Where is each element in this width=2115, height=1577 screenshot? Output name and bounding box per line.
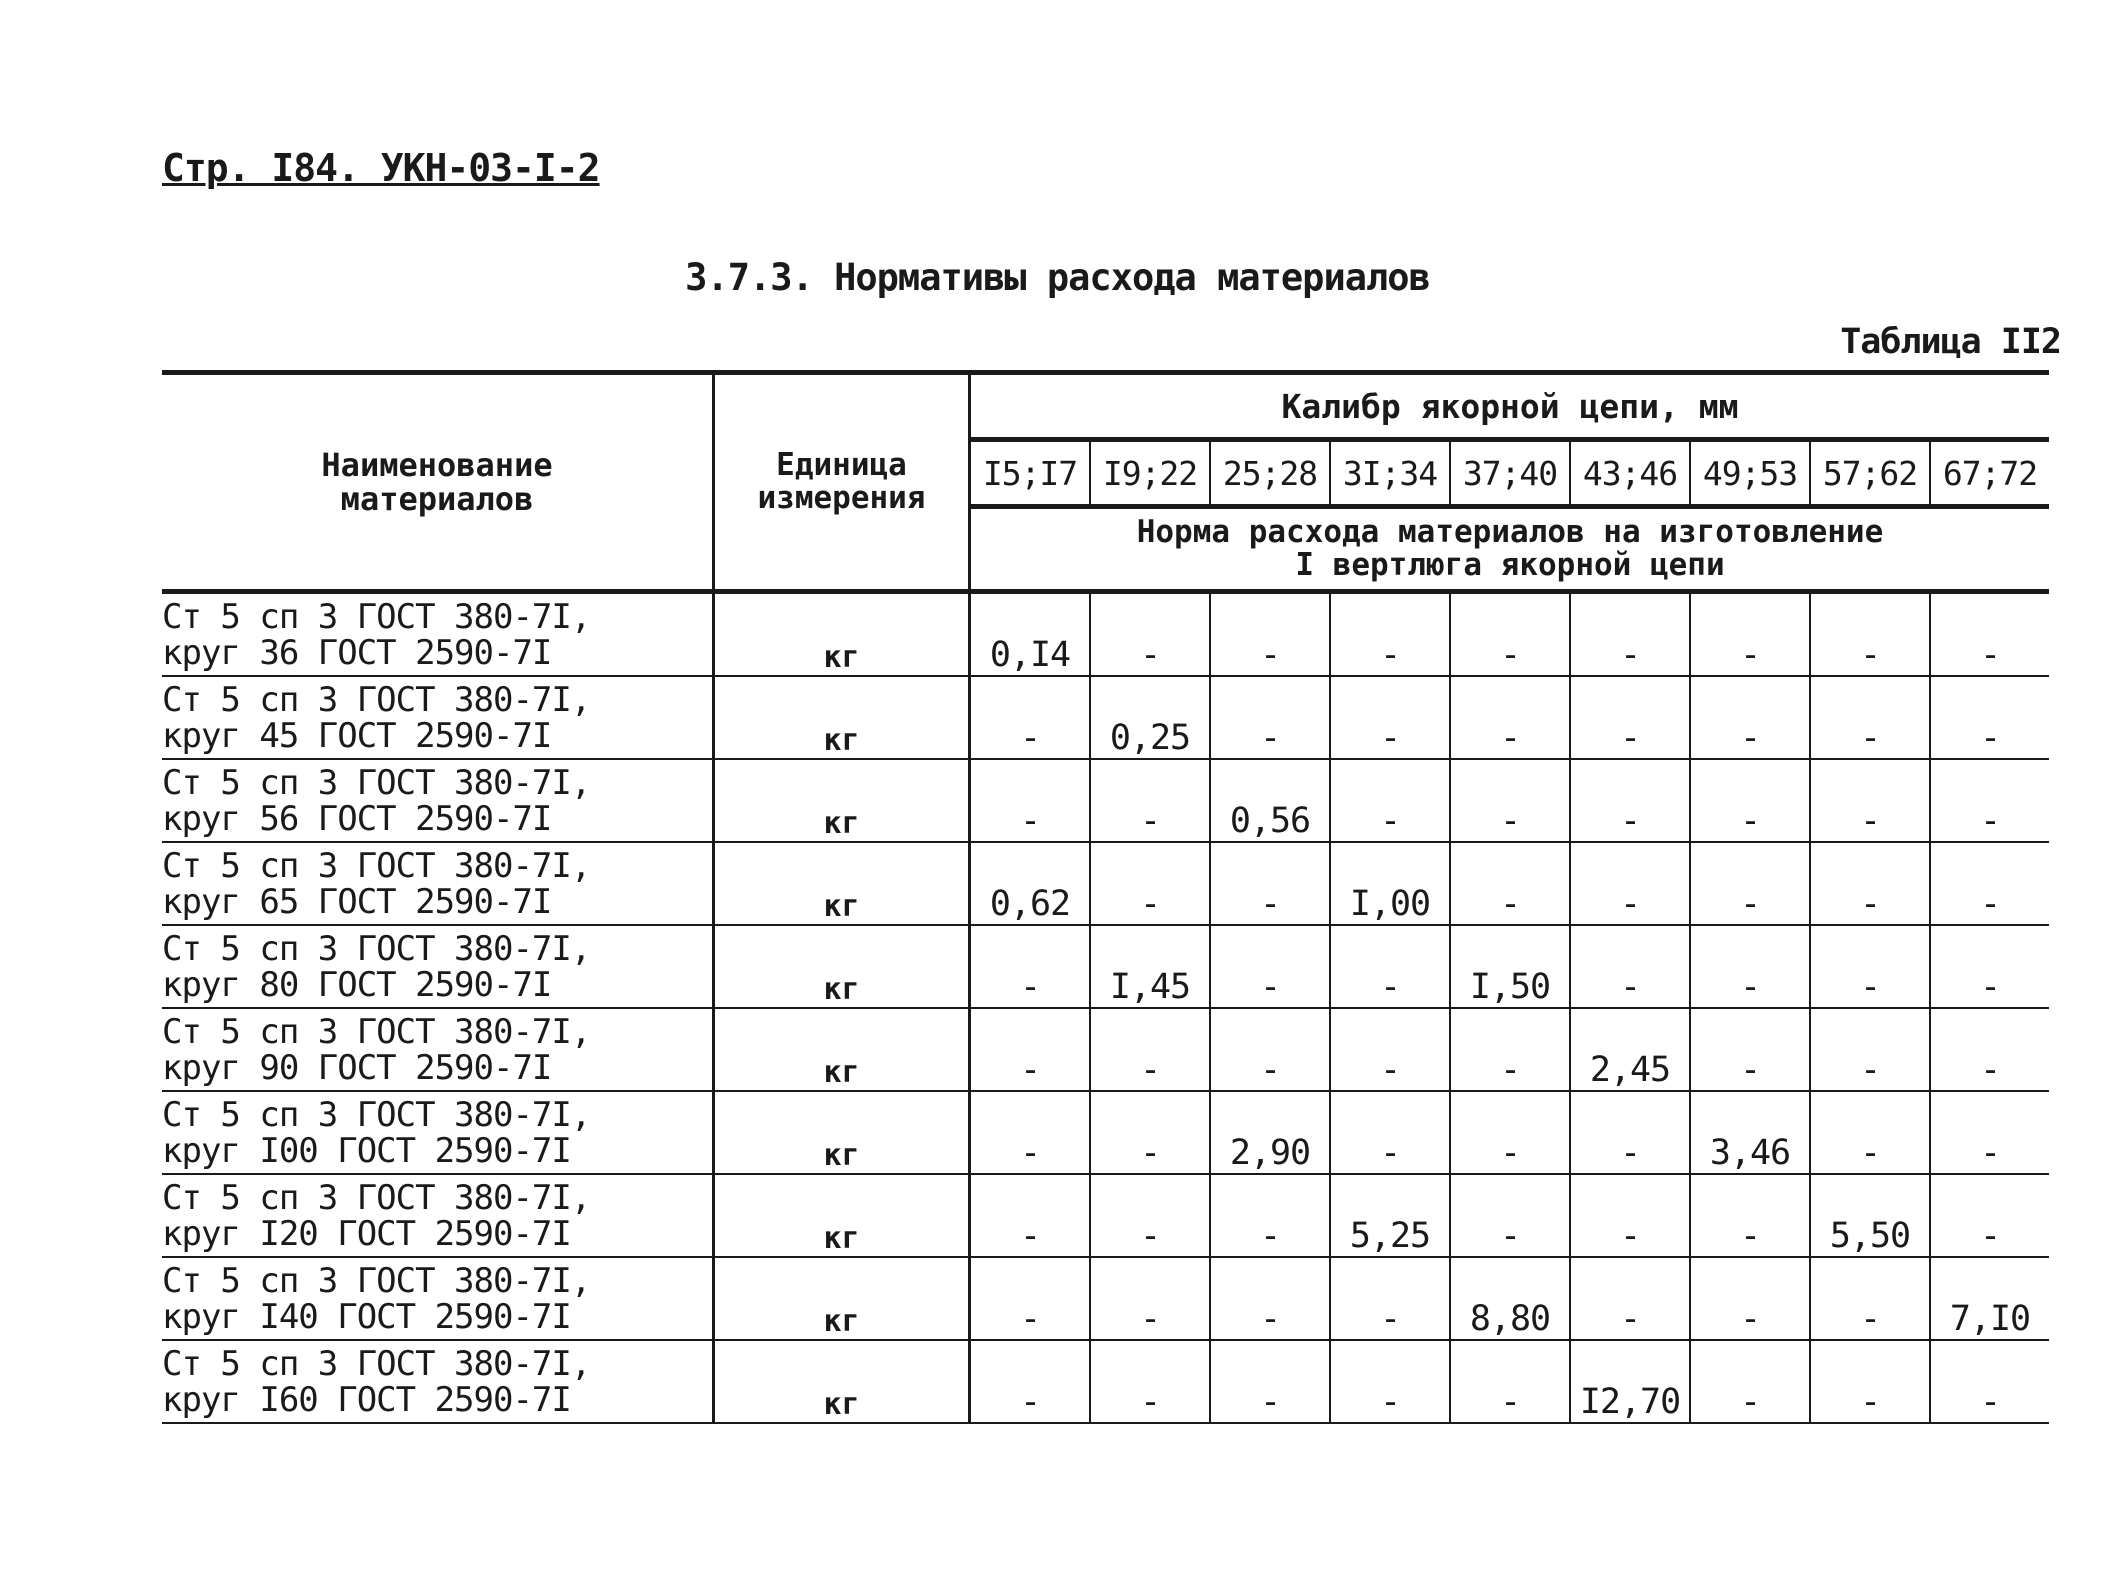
material-name-line: Ст 5 сп 3 ГОСТ 380-7I, [162, 762, 591, 803]
norm-value-cell: 2,45 [1570, 1008, 1690, 1091]
table-row [162, 676, 2049, 759]
norm-value-cell: - [1570, 842, 1690, 925]
norm-value-cell: - [1330, 1257, 1450, 1340]
unit-cell: кг [714, 842, 970, 925]
caliber-column-header: 37;40 [1450, 440, 1570, 507]
table-row [162, 1008, 2049, 1091]
norm-value-cell: - [1570, 1091, 1690, 1174]
table-row [162, 592, 2049, 677]
norm-value-cell: - [1810, 1257, 1930, 1340]
norm-value-cell: 0,I4 [970, 592, 1091, 677]
norm-value-cell: 5,50 [1810, 1174, 1930, 1257]
norm-value-cell: - [1090, 759, 1210, 842]
table-row [162, 1257, 2049, 1340]
norm-value-cell: - [1930, 1340, 2049, 1423]
norm-value-cell: - [1090, 842, 1210, 925]
norm-value-cell: - [1570, 676, 1690, 759]
material-name-cell [162, 759, 714, 842]
norm-value-cell: - [1690, 592, 1810, 677]
norm-value-cell: - [1810, 1340, 1930, 1423]
material-name-line: круг I20 ГОСТ 2590-7I [162, 1213, 571, 1254]
material-name-line: Ст 5 сп 3 ГОСТ 380-7I, [162, 596, 591, 637]
caliber-column-header: I9;22 [1090, 440, 1210, 507]
norm-value-cell: - [1690, 1174, 1810, 1257]
norm-value-cell: - [1450, 1174, 1570, 1257]
norm-value-cell: - [1450, 759, 1570, 842]
norm-value-cell: 0,56 [1210, 759, 1330, 842]
caliber-column-header: 49;53 [1690, 440, 1810, 507]
norm-value-cell: - [1090, 1340, 1210, 1423]
material-name-line: круг 45 ГОСТ 2590-7I [162, 715, 552, 756]
unit-cell: кг [714, 1257, 970, 1340]
norm-value-cell: - [1210, 842, 1330, 925]
norm-value-cell: - [1210, 925, 1330, 1008]
norm-value-cell: - [1210, 592, 1330, 677]
material-name-line: круг I60 ГОСТ 2590-7I [162, 1379, 571, 1420]
norm-value-cell: - [1930, 925, 2049, 1008]
norm-value-cell: - [1210, 1008, 1330, 1091]
caliber-column-header: I5;I7 [970, 440, 1091, 507]
norm-value-cell: - [1450, 1091, 1570, 1174]
unit-cell: кг [714, 1174, 970, 1257]
norm-value-cell: - [1570, 1174, 1690, 1257]
unit-cell: кг [714, 1340, 970, 1423]
unit-cell: кг [714, 925, 970, 1008]
norm-value-cell: - [1930, 1174, 2049, 1257]
norm-value-cell: - [1450, 676, 1570, 759]
material-name-line: Ст 5 сп 3 ГОСТ 380-7I, [162, 1094, 591, 1135]
material-name-cell [162, 676, 714, 759]
material-name-line: круг 65 ГОСТ 2590-7I [162, 881, 552, 922]
norm-value-cell: - [1330, 676, 1450, 759]
norm-value-cell: - [1930, 592, 2049, 677]
norm-value-cell: - [1810, 1091, 1930, 1174]
page-reference: Стр. I84. УКН-03-I-2 [162, 146, 600, 190]
table-row [162, 1091, 2049, 1174]
norm-value-cell: - [1450, 592, 1570, 677]
material-name-line: Ст 5 сп 3 ГОСТ 380-7I, [162, 845, 591, 886]
norm-value-cell: - [1690, 1340, 1810, 1423]
table-row [162, 925, 2049, 1008]
norm-value-cell: - [1930, 759, 2049, 842]
material-name-line: Ст 5 сп 3 ГОСТ 380-7I, [162, 1011, 591, 1052]
material-name-line: круг I40 ГОСТ 2590-7I [162, 1296, 571, 1337]
norm-value-cell: - [970, 1174, 1091, 1257]
norm-value-cell: I2,70 [1570, 1340, 1690, 1423]
norm-value-cell: - [970, 1257, 1091, 1340]
norm-value-cell: - [1690, 842, 1810, 925]
material-name-cell [162, 925, 714, 1008]
caliber-column-header: 25;28 [1210, 440, 1330, 507]
norm-value-cell: - [1090, 1008, 1210, 1091]
norm-value-cell: - [1570, 759, 1690, 842]
material-name-line: Ст 5 сп 3 ГОСТ 380-7I, [162, 1177, 591, 1218]
material-name-cell [162, 1174, 714, 1257]
norm-value-cell: - [1570, 592, 1690, 677]
norm-value-cell: - [1690, 1257, 1810, 1340]
norm-value-cell: - [1810, 842, 1930, 925]
norm-value-cell: - [970, 1340, 1091, 1423]
section-title: 3.7.3. Нормативы расхода материалов [685, 256, 1430, 299]
norm-value-cell: 2,90 [1210, 1091, 1330, 1174]
norm-value-cell: - [970, 759, 1091, 842]
norm-value-cell: I,50 [1450, 925, 1570, 1008]
norm-value-cell: - [970, 925, 1091, 1008]
norm-value-cell: - [1210, 1257, 1330, 1340]
norm-value-cell: I,00 [1330, 842, 1450, 925]
norm-value-cell: - [1570, 1257, 1690, 1340]
norm-value-cell: - [970, 1091, 1091, 1174]
norm-value-cell: 3,46 [1690, 1091, 1810, 1174]
table-label: Таблица II2 [1840, 322, 2061, 362]
norm-value-cell: - [1690, 1008, 1810, 1091]
norm-value-cell: - [1930, 1008, 2049, 1091]
caliber-column-header: 3I;34 [1330, 440, 1450, 507]
norm-value-cell: - [1810, 759, 1930, 842]
norm-value-cell: - [1330, 592, 1450, 677]
unit-cell: кг [714, 1008, 970, 1091]
material-name-cell [162, 1008, 714, 1091]
norm-value-cell: - [1330, 759, 1450, 842]
norm-value-cell: 0,25 [1090, 676, 1210, 759]
material-name-line: круг 56 ГОСТ 2590-7I [162, 798, 552, 839]
table-row [162, 842, 2049, 925]
column-header-unit: Единица измерения [714, 373, 970, 592]
norm-value-cell: 0,62 [970, 842, 1091, 925]
material-name-line: Ст 5 сп 3 ГОСТ 380-7I, [162, 928, 591, 969]
norm-value-cell: - [970, 676, 1091, 759]
norm-value-cell: I,45 [1090, 925, 1210, 1008]
unit-cell: кг [714, 759, 970, 842]
norm-value-cell: - [1090, 1257, 1210, 1340]
norm-header: Норма расхода материалов на изготовление I вертлюга якорной цепи [970, 507, 2050, 592]
norm-value-cell: - [1090, 592, 1210, 677]
norm-value-cell: 5,25 [1330, 1174, 1450, 1257]
material-name-line: круг 80 ГОСТ 2590-7I [162, 964, 552, 1005]
material-name-line: Ст 5 сп 3 ГОСТ 380-7I, [162, 1260, 591, 1301]
norm-value-cell: - [1450, 842, 1570, 925]
unit-cell: кг [714, 592, 970, 677]
norm-value-cell: - [1450, 1340, 1570, 1423]
norm-value-cell: - [1090, 1174, 1210, 1257]
unit-cell: кг [714, 1091, 970, 1174]
column-group-header-caliber: Калибр якорной цепи, мм [970, 373, 2050, 440]
material-name-cell [162, 1091, 714, 1174]
norm-value-cell: - [970, 1008, 1091, 1091]
norm-value-cell: - [1690, 759, 1810, 842]
norm-value-cell: - [1930, 1091, 2049, 1174]
material-name-cell [162, 1257, 714, 1340]
caliber-column-header: 57;62 [1810, 440, 1930, 507]
table-row [162, 759, 2049, 842]
material-name-line: Ст 5 сп 3 ГОСТ 380-7I, [162, 1343, 591, 1384]
norm-value-cell: - [1330, 1091, 1450, 1174]
material-name-line: круг 36 ГОСТ 2590-7I [162, 632, 552, 673]
material-name-line: Ст 5 сп 3 ГОСТ 380-7I, [162, 679, 591, 720]
norm-value-cell: - [1570, 925, 1690, 1008]
norm-value-cell: - [1810, 925, 1930, 1008]
table-row [162, 1340, 2049, 1423]
material-name-cell [162, 842, 714, 925]
norm-value-cell: - [1210, 1174, 1330, 1257]
norm-value-cell: - [1690, 676, 1810, 759]
norm-value-cell: - [1090, 1091, 1210, 1174]
norm-value-cell: - [1330, 1008, 1450, 1091]
norm-value-cell: - [1930, 842, 2049, 925]
table-row [162, 1174, 2049, 1257]
norm-value-cell: - [1330, 1340, 1450, 1423]
table-body [162, 592, 2049, 1424]
norm-value-cell: - [1210, 1340, 1330, 1423]
material-name-line: круг 90 ГОСТ 2590-7I [162, 1047, 552, 1088]
norm-value-cell: - [1690, 925, 1810, 1008]
material-name-cell [162, 1340, 714, 1423]
caliber-column-header: 43;46 [1570, 440, 1690, 507]
norm-value-cell: - [1810, 1008, 1930, 1091]
norm-value-cell: 7,I0 [1930, 1257, 2049, 1340]
column-header-material-name: Наименование материалов [162, 373, 714, 592]
material-name-line: круг I00 ГОСТ 2590-7I [162, 1130, 571, 1171]
norm-value-cell: - [1810, 592, 1930, 677]
norm-value-cell: 8,80 [1450, 1257, 1570, 1340]
norm-value-cell: - [1930, 676, 2049, 759]
unit-cell: кг [714, 676, 970, 759]
material-name-cell [162, 592, 714, 677]
norm-value-cell: - [1330, 925, 1450, 1008]
norm-value-cell: - [1450, 1008, 1570, 1091]
caliber-column-header: 67;72 [1930, 440, 2049, 507]
norm-value-cell: - [1210, 676, 1330, 759]
materials-norm-table [162, 370, 2049, 1424]
norm-value-cell: - [1810, 676, 1930, 759]
